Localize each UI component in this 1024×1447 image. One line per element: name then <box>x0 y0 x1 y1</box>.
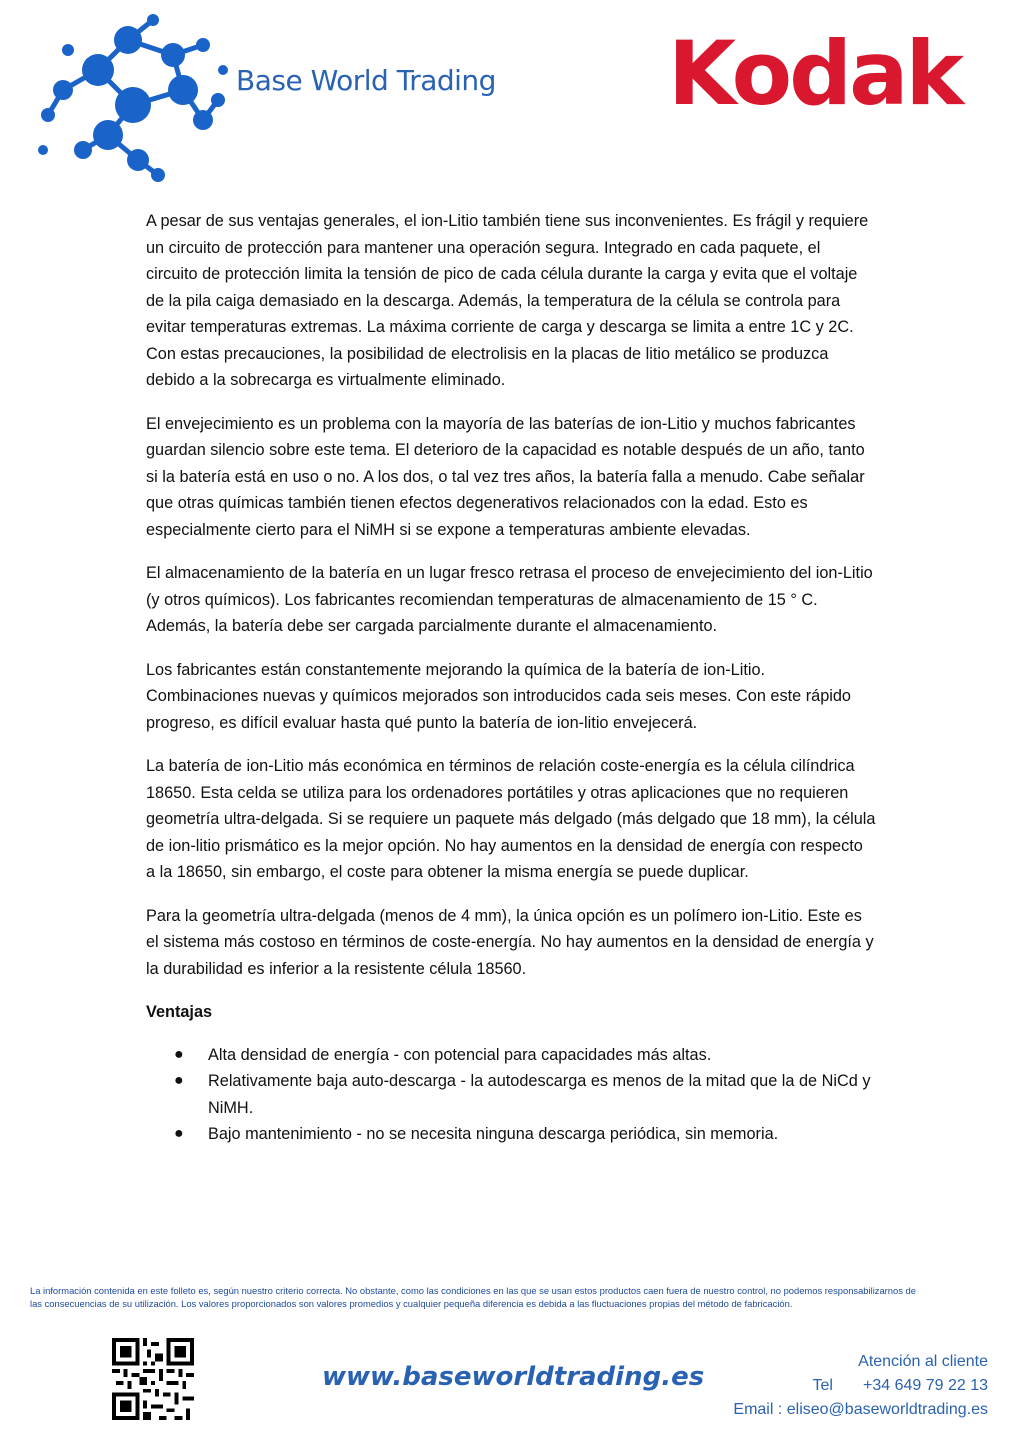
advantages-list <box>146 1042 876 1148</box>
list-item-text: Bajo mantenimiento - no se necesita ninguna descarga periódica, sin memoria. <box>208 1125 779 1143</box>
contact-title: Atención al cliente <box>858 1353 988 1370</box>
document-body <box>146 208 876 1148</box>
contact-phone <box>733 1374 988 1398</box>
list-item-text: Relativamente baja auto-descarga - la autodescarga es menos de la mitad que la de NiCd y NiMH. <box>208 1072 871 1117</box>
list-item <box>146 1068 876 1121</box>
bullet-icon: ● <box>174 1125 184 1142</box>
paragraph-4: Los fabricantes están constantemente mejorando la química de la batería de ion-Litio. Combinaciones nuevas y químicos mejorados son introducidos cada seis meses. Con este rápido progreso, es difícil evaluar hasta qué punto la batería de ion-litio envejecerá. <box>146 660 851 732</box>
paragraph-1: A pesar de sus ventajas generales, el ion-Litio también tiene sus inconvenientes. Es frágil y requiere un circuito de protección para mantener una operación segura. Integrado en cada paquete, el circuito de protección limita la tensión de pico de cada célula durante la carga y evita que el voltaje de la pila caiga demasiado en la descarga. Además, la temperatura de la célula se controla para evitar temperaturas extremas. La máxima corriente de carga y descarga se limita a entre 1C y 2C. Con estas precauciones, la posibilidad de electrolisis en la placas de litio metálico se produzca debido a la sobrecarga es virtualmente eliminado. <box>146 212 869 389</box>
disclaimer-line-2: las consecuencias de su utilización. Los valores proporcionados son valores promedios y cualquier pequeña diferencia es debida a las fluctuaciones propias del método de fabricación. <box>30 1298 793 1309</box>
list-item <box>146 1121 876 1148</box>
contact-block <box>733 1350 988 1422</box>
paragraph-2: El envejecimiento es un problema con la mayoría de las baterías de ion-Litio y muchos fabricantes guardan silencio sobre este tema. El deterioro de la capacidad es notable después de un año, tanto si la batería está en uso o no. A los dos, o tal vez tres años, la batería falla a menudo. Cabe señalar que otras químicas también tienen efectos degenerativos relacionados con la edad. Esto es especialmente cierto para el NiMH si se expone a temperaturas ambiente elevadas. <box>146 414 865 539</box>
bullet-icon: ● <box>174 1072 184 1089</box>
website-link[interactable]: www.baseworldtrading.es <box>322 1362 705 1392</box>
kodak-logo: Kodak <box>668 22 961 125</box>
tel-label: Tel <box>812 1377 833 1394</box>
tel-number: +34 649 79 22 13 <box>862 1377 988 1394</box>
paragraph-6: Para la geometría ultra-delgada (menos de 4 mm), la única opción es un polímero ion-Litio. Este es el sistema más costoso en términos de coste-energía. No hay aumentos en la densidad de energía y la durabilidad es inferior a la resistente célula 18560. <box>146 906 874 978</box>
advantages-heading: Ventajas <box>146 1003 213 1021</box>
qr-code-icon <box>112 1338 194 1420</box>
contact-email[interactable]: Email : eliseo@baseworldtrading.es <box>733 1401 988 1418</box>
paragraph-5: La batería de ion-Litio más económica en términos de relación coste-energía es la célula cilíndrica 18650. Esta celda se utiliza para los ordenadores portátiles y otras aplicaciones que no requieren geometría ultra-delgada. Si se requiere un paquete más delgado (más delgado que 18 mm), la célula de ion-litio prismático es la mejor opción. No hay aumentos en la densidad de energía con respecto a la 18650, sin embargo, el coste para obtener la misma energía se puede duplicar. <box>146 757 876 881</box>
paragraph-3: El almacenamiento de la batería en un lugar fresco retrasa el proceso de envejecimiento del ion-Litio (y otros químicos). Los fabricantes recomiendan temperaturas de almacenamiento de 15 ° C. Además, la batería debe ser cargada parcialmente durante el almacenamiento. <box>146 564 873 635</box>
disclaimer <box>30 1284 1005 1310</box>
list-item-text: Alta densidad de energía - con potencial para capacidades más altas. <box>208 1045 712 1064</box>
molecule-logo-icon <box>28 10 238 190</box>
list-item <box>146 1042 876 1069</box>
brand-name: Base World Trading <box>236 64 496 97</box>
bullet-icon: ● <box>174 1045 184 1063</box>
disclaimer-line-1: La información contenida en este folleto es, según nuestro criterio correcta. No obstante, como las condiciones en las que se usan estos productos caen fuera de nuestro control, no podemos responsabilizarnos de <box>30 1285 916 1296</box>
